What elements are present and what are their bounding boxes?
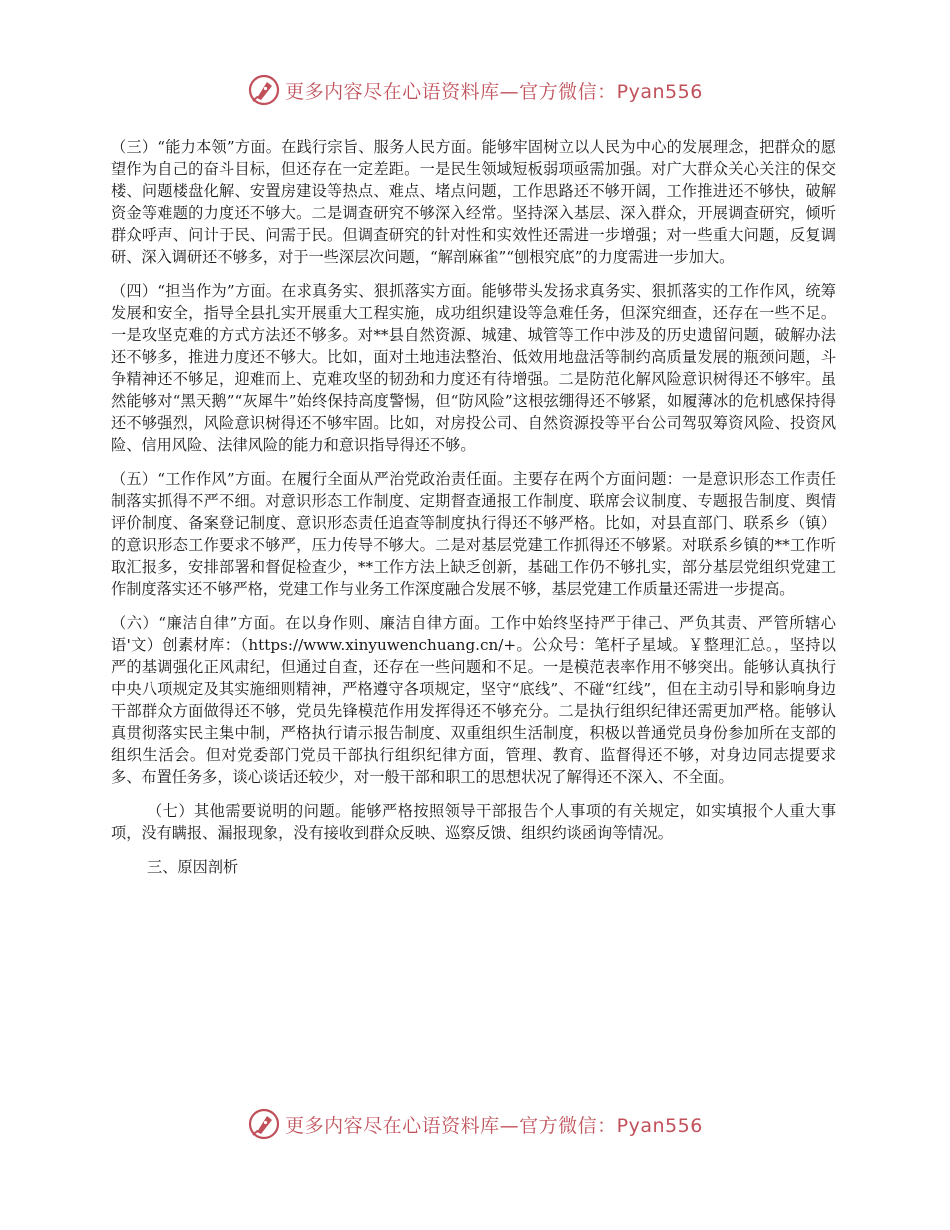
pen-nib-logo-icon (247, 1107, 281, 1141)
paragraph-integrity: （六）“廉洁自律”方面。在以身作则、廉洁自律方面。工作中始终坚持严于律己、严负其责、严管所辖心语'文）创素材库：（https://www.xinyuwenchuang.cn/+。公众号：笔杆子星域。￥整理汇总。，坚持以严的基调强化正风肃纪，但通过自查，还存在一些问题和不足。一是模范表率作用不够突出。能够认真执行中央八项规定及其实施细则精神，严格遵守各项规定，坚守“底线”、不碰“红线”，但在主动引导和影响身边干部群众方面做得还不够，党员先锋模范作用发挥得还不够充分。二是执行组织纪律还需更加严格。能够认真贯彻落实民主集中制，严格执行请示报告制度、双重组织生活制度，积极以普通党员身份参加所在支部的组织生活会。但对党委部门党员干部执行组织纪律方面，管理、教育、监督得还不够，对身边同志提要求多、布置任务多，谈心谈话还较少，对一般干部和职工的思想状况了解得还不深入、不全面。 (111, 614, 836, 786)
paragraph-other-matters: （七）其他需要说明的问题。能够严格按照领导干部报告个人事项的有关规定，如实填报个人重大事项，没有瞒报、漏报现象，没有接收到群众反映、巡察反馈、组织约谈函询等情况。 (111, 802, 836, 842)
banner-text: 更多内容尽在心语资料库—官方微信：Pyan556 (285, 80, 703, 103)
paragraph-responsibility: （四）“担当作为”方面。在求真务实、狠抓落实方面。能够带头发扬求真务实、狠抓落实的工作作风，统筹发展和安全，指导全县扎实开展重大工程实施，成功组织建设等急难任务，但深究细查，还存在一些不足。一是攻坚克难的方式方法还不够多。对**县自然资源、城建、城管等工作中涉及的历史遗留问题，破解办法还不够多，推进力度还不够大。比如，面对土地违法整治、低效用地盘活等制约高质量发展的瓶颈问题，斗争精神还不够足，迎难而上、克难攻坚的韧劲和力度还有待增强。二是防范化解风险意识树得还不够牢。虽然能够对“黑天鹅”“灰犀牛”始终保持高度警惕，但“防风险”这根弦绷得还不够紧，如履薄冰的危机感保持得还不够强烈，风险意识树得还不够牢固。比如，对房投公司、自然资源投等平台公司驾驭筹资风险、投资风险、信用风险、法律风险的能力和意识指导得还不够。 (111, 282, 836, 454)
paragraph-work-style: （五）“工作作风”方面。在履行全面从严治党政治责任面。主要存在两个方面问题：一是意识形态工作责任制落实抓得不严不细。对意识形态工作制度、定期督查通报工作制度、联席会议制度、专题报告制度、舆情评价制度、备案登记制度、意识形态责任追查等制度执行得还不够严格。比如，对县直部门、联系乡（镇）的意识形态工作要求不够严，压力传导不够大。二是对基层党建工作抓得还不够紧。对联系乡镇的**工作听取汇报多，安排部署和督促检查少，**工作方法上缺乏创新，基础工作仍不够扎实，部分基层党组织党建工作制度落实还不够严格，党建工作与业务工作深度融合发展不够，基层党建工作质量还需进一步提高。 (111, 470, 836, 598)
pen-nib-logo-icon (247, 73, 281, 107)
footer-banner (0, 1104, 950, 1144)
banner-text: 更多内容尽在心语资料库—官方微信：Pyan556 (285, 1114, 703, 1137)
paragraph-ability: （三）“能力本领”方面。在践行宗旨、服务人民方面。能够牢固树立以人民为中心的发展理念，把群众的愿望作为自己的奋斗目标，但还存在一定差距。一是民生领域短板弱项亟需加强。对广大群众关心关注的保交楼、问题楼盘化解、安置房建设等热点、难点、堵点问题，工作思路还不够开阔，工作推进还不够快，破解资金等难题的力度还不够大。二是调查研究不够深入经常。坚持深入基层、深入群众，开展调查研究，倾听群众呼声、问计于民、问需于民。但调查研究的针对性和实效性还需进一步增强；对一些重大问题，反复调研、深入调研还不够多，对于一些深层次问题，“解剖麻雀”“刨根究底”的力度需进一步加大。 (111, 138, 836, 266)
section-heading: 三、原因剖析 (147, 858, 239, 876)
header-banner (0, 70, 950, 110)
document-body (111, 136, 836, 878)
